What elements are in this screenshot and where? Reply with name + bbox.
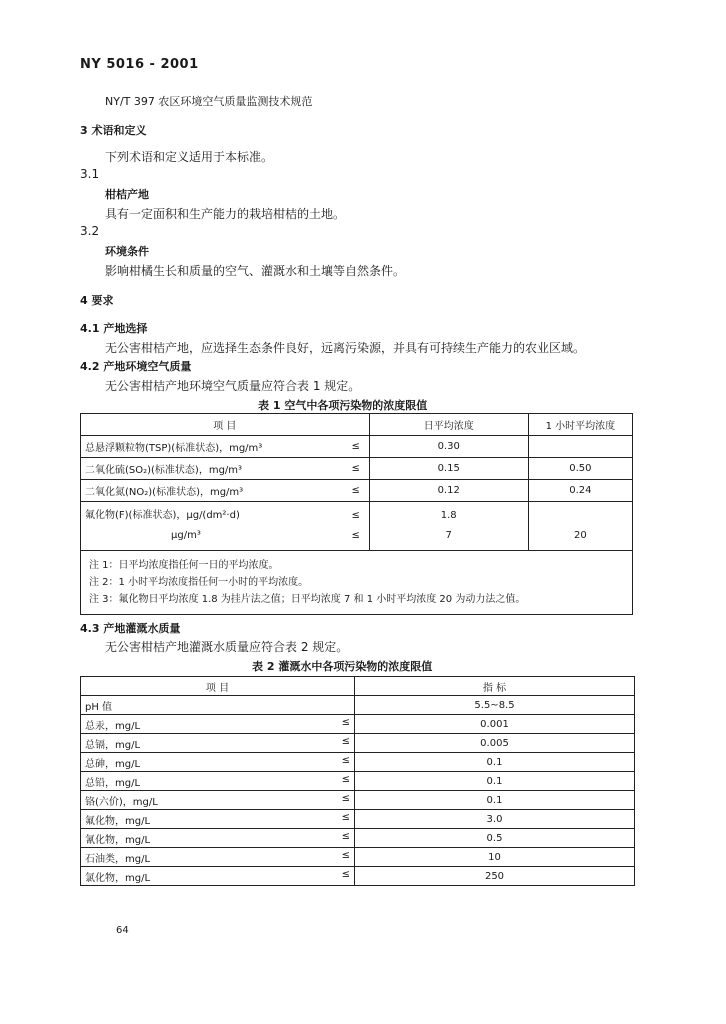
section-3-intro: 下列术语和定义适用于本标准。 — [105, 150, 274, 164]
table-2-value: 0.1 — [355, 772, 635, 791]
table-1-header-row — [81, 414, 633, 436]
clause-4-3-text: 无公害柑桔产地灌溉水质量应符合表 2 规定。 — [105, 640, 349, 654]
table-1-hourly-value: 0.50 — [528, 458, 632, 480]
table-2-value: 250 — [355, 867, 635, 886]
table-1-header-daily: 日平均浓度 — [369, 414, 528, 436]
clause-4-2-text: 无公害柑桔产地环境空气质量应符合表 1 规定。 — [105, 379, 361, 393]
table-1-hourly-value — [528, 436, 632, 458]
le-symbol: ≤ — [351, 510, 360, 521]
table-2-header-index: 指 标 — [355, 677, 635, 696]
table-2-item-label: 总镉，mg/L — [85, 739, 141, 751]
table-2-item-label: 铬(六价)，mg/L — [85, 796, 158, 808]
section-3-heading: 3 术语和定义 — [80, 124, 147, 137]
table-1-daily-value: 0.30 — [369, 436, 528, 458]
le-symbol — [343, 502, 370, 551]
table-row — [81, 848, 635, 867]
le-symbol: ≤ — [341, 773, 350, 785]
table-row — [81, 715, 635, 734]
fluoride-unit-1: 氟化物(F)(标准状态)，μg/(dm²·d) — [85, 510, 240, 521]
table-row — [81, 753, 635, 772]
table-row — [81, 867, 635, 886]
table-row-fluoride — [81, 502, 633, 551]
table-row — [81, 829, 635, 848]
le-symbol: ≤ — [341, 868, 350, 880]
le-symbol: ≤ — [351, 530, 360, 541]
table-2-value: 0.1 — [355, 753, 635, 772]
table-row — [81, 696, 635, 715]
le-symbol: ≤ — [341, 849, 350, 861]
table-2-item — [81, 810, 355, 829]
table-2-irrigation-water — [80, 676, 635, 886]
le-symbol: ≤ — [341, 811, 350, 823]
table-1-fluoride-hourly — [528, 502, 632, 551]
table-1-item: 二氧化氮(NO₂)(标准状态)，mg/m³ — [81, 480, 343, 502]
clause-3-1-number: 3.1 — [80, 167, 100, 181]
table-2-item-label: 石油类，mg/L — [85, 853, 151, 865]
clause-3-2-number: 3.2 — [80, 224, 100, 238]
table-1-caption: 表 1 空气中各项污染物的浓度限值 — [258, 399, 428, 412]
table-1-fluoride-daily — [369, 502, 528, 551]
le-symbol: ≤ — [343, 480, 370, 502]
table-2-item-label: pH 值 — [85, 701, 113, 713]
table-2-value: 10 — [355, 848, 635, 867]
table-1-fluoride-item — [81, 502, 343, 551]
table-1-note-2: 注 2：1 小时平均浓度指任何一小时的平均浓度。 — [89, 577, 309, 588]
table-2-caption: 表 2 灌溉水中各项污染物的浓度限值 — [252, 660, 433, 673]
table-2-item — [81, 791, 355, 810]
clause-3-1-term: 柑桔产地 — [105, 188, 149, 201]
table-2-value: 0.005 — [355, 734, 635, 753]
le-symbol: ≤ — [341, 716, 350, 728]
table-row — [81, 458, 633, 480]
le-symbol: ≤ — [341, 792, 350, 804]
clause-3-2-term: 环境条件 — [105, 245, 149, 258]
section-4-heading: 4 要求 — [80, 294, 114, 307]
table-row — [81, 436, 633, 458]
table-2-value: 0.001 — [355, 715, 635, 734]
table-1-item: 二氧化硫(SO₂)(标准状态)，mg/m³ — [81, 458, 343, 480]
table-2-value: 0.1 — [355, 791, 635, 810]
table-2-item — [81, 696, 355, 715]
table-2-item — [81, 753, 355, 772]
table-1-notes — [81, 551, 633, 615]
table-1-header-hourly: 1 小时平均浓度 — [528, 414, 632, 436]
table-row — [81, 810, 635, 829]
clause-4-3-heading: 4.3 产地灌溉水质量 — [80, 622, 181, 635]
table-2-item-label: 氰化物，mg/L — [85, 834, 151, 846]
table-2-item — [81, 715, 355, 734]
le-symbol: ≤ — [343, 436, 370, 458]
fluoride-daily-2: 7 — [445, 530, 452, 541]
table-2-item-label: 总汞，mg/L — [85, 720, 141, 732]
table-2-value: 3.0 — [355, 810, 635, 829]
table-2-value: 0.5 — [355, 829, 635, 848]
table-2-header-row — [81, 677, 635, 696]
fluoride-hourly-2: 20 — [573, 530, 587, 541]
table-row — [81, 480, 633, 502]
table-2-item-label: 总铅，mg/L — [85, 777, 141, 789]
table-2-header-item: 项 目 — [81, 677, 355, 696]
table-2-item — [81, 772, 355, 791]
table-row — [81, 791, 635, 810]
fluoride-unit-2: μg/m³ — [171, 530, 201, 541]
clause-3-2-definition: 影响柑橘生长和质量的空气、灌溉水和土壤等自然条件。 — [105, 264, 406, 278]
le-symbol: ≤ — [343, 458, 370, 480]
standard-header: NY 5016 - 2001 — [80, 57, 199, 72]
normative-reference: NY/T 397 农区环境空气质量监测技术规范 — [105, 95, 313, 108]
table-1-daily-value: 0.15 — [369, 458, 528, 480]
table-1-header-item: 项 目 — [81, 414, 370, 436]
clause-4-2-heading: 4.2 产地环境空气质量 — [80, 360, 192, 373]
table-2-item — [81, 867, 355, 886]
table-2-item — [81, 848, 355, 867]
table-2-item — [81, 734, 355, 753]
clause-4-1-text: 无公害柑桔产地，应选择生态条件良好，远离污染源，并具有可持续生产能力的农业区域。 — [105, 341, 586, 355]
table-1-daily-value: 0.12 — [369, 480, 528, 502]
clause-3-1-definition: 具有一定面积和生产能力的栽培柑桔的土地。 — [105, 207, 346, 221]
le-symbol: ≤ — [341, 830, 350, 842]
table-1-note-1: 注 1：日平均浓度指任何一日的平均浓度。 — [89, 560, 279, 571]
le-symbol: ≤ — [341, 735, 350, 747]
table-2-item — [81, 829, 355, 848]
table-row — [81, 772, 635, 791]
page-number: 64 — [116, 925, 129, 936]
table-1-air-quality — [80, 413, 633, 615]
table-2-item-label: 氯化物，mg/L — [85, 872, 151, 884]
table-2-item-label: 氟化物，mg/L — [85, 815, 151, 827]
table-2-value: 5.5~8.5 — [355, 696, 635, 715]
table-1-hourly-value: 0.24 — [528, 480, 632, 502]
table-1-note-3: 注 3：氟化物日平均浓度 1.8 为挂片法之值；日平均浓度 7 和 1 小时平均浓度 20 为动力法之值。 — [89, 594, 526, 605]
clause-4-1-heading: 4.1 产地选择 — [80, 322, 148, 335]
table-row — [81, 734, 635, 753]
le-symbol: ≤ — [341, 754, 350, 766]
table-1-item: 总悬浮颗粒物(TSP)(标准状态)，mg/m³ — [81, 436, 343, 458]
table-2-item-label: 总砷，mg/L — [85, 758, 141, 770]
fluoride-daily-1: 1.8 — [440, 510, 457, 521]
